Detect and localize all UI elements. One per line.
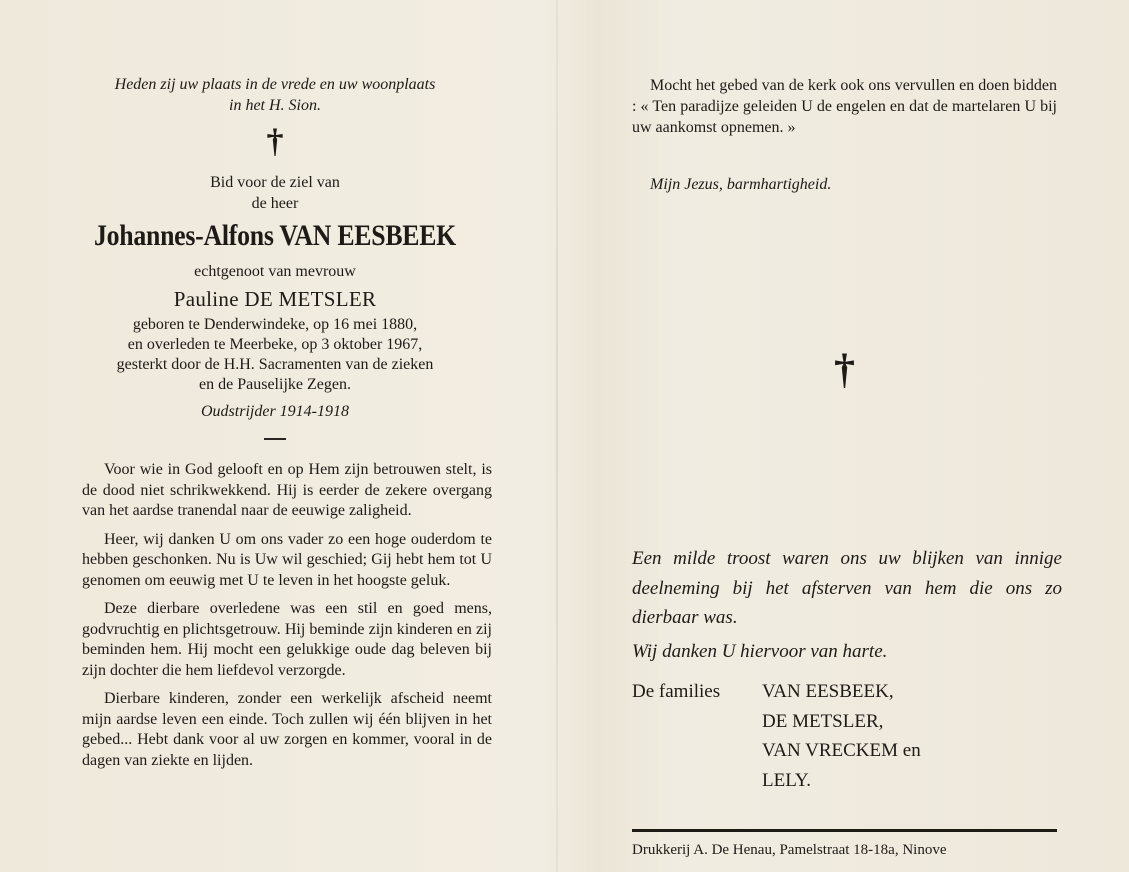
- dates-line: en de Pauselijke Zegen.: [199, 376, 351, 393]
- thanks-paragraph: Een milde troost waren ons uw blijken van innige deelneming bij het afsterven van hem die ons zo dierbaar was.: [632, 548, 1062, 628]
- invocation: Mijn Jezus, barmhartigheid.: [650, 176, 832, 193]
- family-name: LELY.: [762, 769, 811, 791]
- family-name: DE METSLER,: [762, 710, 884, 732]
- families-label: De families: [632, 681, 721, 702]
- cross-icon: †: [834, 347, 855, 393]
- right-page: [632, 0, 1062, 872]
- paragraph: Dierbare kinderen, zonder een werkelijk afscheid neemt mijn aardse leven een einde. Toch zullen wij één blijven in het gebed... Hebt dank voor al uw zorgen en kommer, vooral in de dagen van ziekte en lijden.: [82, 690, 492, 769]
- spouse-name: Pauline DE METSLER: [173, 287, 377, 311]
- intro-line: Bid voor de ziel van: [210, 174, 340, 191]
- families-list: [762, 677, 1062, 795]
- paragraph: Voor wie in God gelooft en op Hem zijn betrouwen stelt, is de dood niet schrikwekkend. Hij is eerder de zekere overgang van het aardse tranendal naar de eeuwige zaligheid.: [82, 461, 492, 519]
- printer-rule: [632, 829, 1057, 832]
- family-name: VAN VRECKEM en: [762, 740, 921, 761]
- motto-line: Heden zij uw plaats in de vrede en uw woonplaats: [114, 76, 436, 93]
- dates-line: en overleden te Meerbeke, op 3 oktober 1967,: [127, 336, 423, 353]
- divider: [264, 438, 286, 440]
- intro-line: de heer: [251, 195, 299, 212]
- spouse-intro: echtgenoot van mevrouw: [194, 263, 356, 280]
- families-signature: [632, 677, 1062, 795]
- veteran-note: Oudstrijder 1914-1918: [201, 403, 349, 420]
- prayer-verse: Mocht het gebed van de kerk ook ons vervullen en doen bidden : « Ten paradijze geleiden U de engelen en dat de martelaren U bij uw aankomst opnemen. »: [632, 77, 1057, 136]
- cross-icon: †: [266, 123, 284, 160]
- thanks-note: [632, 544, 1062, 670]
- deceased-name: Johannes-Alfons VAN EESBEEK: [93, 219, 457, 252]
- prayer-intro: [52, 172, 498, 214]
- dates-line: gesterkt door de H.H. Sacramenten van de zieken: [116, 356, 434, 373]
- family-name: VAN EESBEEK,: [762, 681, 894, 702]
- life-dates: [52, 315, 498, 395]
- dates-line: geboren te Denderwindeke, op 16 mei 1880,: [132, 316, 418, 333]
- reflection-text: [82, 460, 492, 779]
- paragraph: Deze dierbare overledene was een stil en goed mens, godvruchtig en plichtsgetrouw. Hij beminde zijn kinderen en zij beminden hem. Hij mocht een gelukkige oude dag beleven bij zijn dochter die hem liefdevol verzorgde.: [82, 600, 492, 679]
- printer-credit: Drukkerij A. De Henau, Pamelstraat 18-18a, Ninove: [632, 842, 947, 858]
- motto-line: in het H. Sion.: [229, 97, 321, 114]
- left-page: [52, 0, 498, 872]
- thanks-paragraph: Wij danken U hiervoor van harte.: [632, 640, 888, 662]
- paragraph: Heer, wij danken U om ons vader zo een hoge ouderdom te hebben geschonken. Nu is Uw wil geschied; Gij hebt hem tot U genomen om eeuwig met U te leven in het hoogste geluk.: [82, 530, 492, 589]
- card-fold: [556, 0, 558, 872]
- motto: [52, 74, 498, 116]
